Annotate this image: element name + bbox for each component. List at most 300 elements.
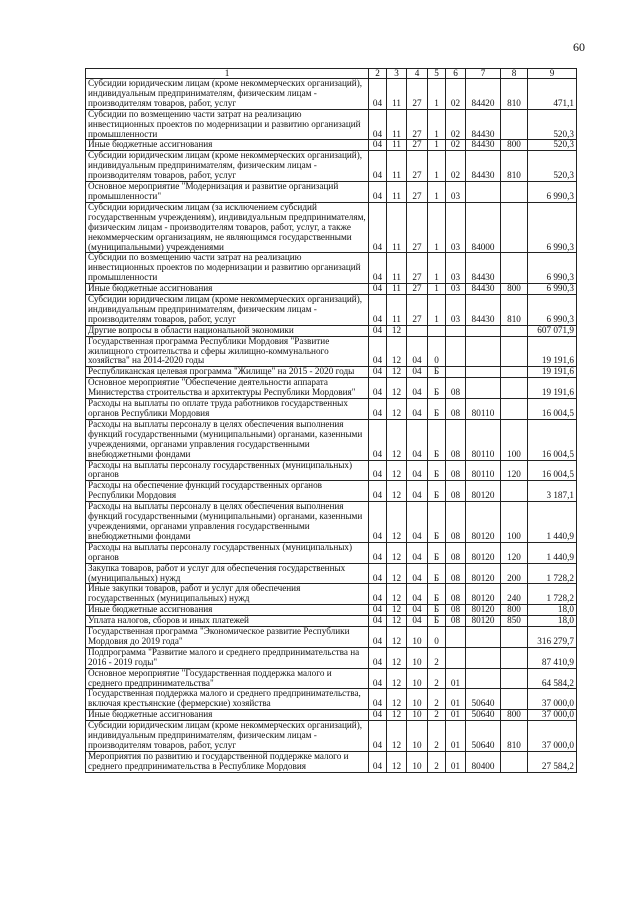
program-code-cell: 27 [407, 151, 428, 182]
program-code-cell: 04 [407, 542, 428, 563]
header-cell: 1 [86, 69, 369, 79]
subsection-code-cell: 12 [387, 563, 407, 584]
program-code-cell: 27 [407, 140, 428, 151]
subprogram-code-cell: Б [428, 460, 446, 481]
subprogram-code-cell: 1 [428, 284, 446, 295]
subsection-code-cell: 11 [387, 79, 407, 110]
direction-code-cell: 84430 [466, 151, 501, 182]
header-cell: 7 [466, 69, 501, 79]
table-row [86, 584, 577, 605]
section-code-cell: 04 [369, 616, 387, 627]
subprogram-code-cell: 1 [428, 79, 446, 110]
amount-cell: 19 191,6 [528, 378, 577, 399]
amount-cell: 1 728,2 [528, 563, 577, 584]
amount-cell: 19 191,6 [528, 367, 577, 378]
row-name-cell: Иные бюджетные ассигнования [86, 605, 369, 616]
section-code-cell: 04 [369, 563, 387, 584]
program-code-cell: 04 [407, 605, 428, 616]
expense-type-cell: 810 [501, 721, 528, 752]
amount-cell: 87 410,9 [528, 647, 577, 668]
expense-type-cell [501, 751, 528, 772]
section-code-cell: 04 [369, 399, 387, 420]
row-name-cell: Республиканская целевая программа "Жилище" на 2015 - 2020 годы [86, 367, 369, 378]
row-name-cell: Расходы на выплаты персоналу государственных (муниципальных) органов [86, 460, 369, 481]
section-code-cell: 04 [369, 668, 387, 689]
section-code-cell: 04 [369, 627, 387, 648]
direction-code-cell: 80110 [466, 399, 501, 420]
direction-code-cell: 80120 [466, 605, 501, 616]
row-name-cell: Иные бюджетные ассигнования [86, 140, 369, 151]
section-code-cell: 04 [369, 295, 387, 326]
activity-code-cell: 08 [446, 616, 466, 627]
amount-cell: 6 990,3 [528, 182, 577, 203]
expense-type-cell [501, 689, 528, 710]
activity-code-cell: 08 [446, 378, 466, 399]
subprogram-code-cell: 0 [428, 627, 446, 648]
expense-type-cell [501, 627, 528, 648]
direction-code-cell [466, 367, 501, 378]
row-name-cell: Субсидии по возмещению части затрат на реализацию инвестиционных проектов по модернизации и развитию организаций промышленности [86, 253, 369, 284]
table-row [86, 460, 577, 481]
header-cell: 4 [407, 69, 428, 79]
row-name-cell: Основное мероприятие "Модернизация и развитие организаций промышленности" [86, 182, 369, 203]
subprogram-code-cell: 1 [428, 202, 446, 253]
subprogram-code-cell: 2 [428, 721, 446, 752]
activity-code-cell: 02 [446, 109, 466, 140]
activity-code-cell: 02 [446, 151, 466, 182]
section-code-cell: 04 [369, 721, 387, 752]
expense-type-cell [501, 253, 528, 284]
subsection-code-cell: 12 [387, 460, 407, 481]
section-code-cell: 04 [369, 689, 387, 710]
table-row [86, 284, 577, 295]
subprogram-code-cell: Б [428, 616, 446, 627]
direction-code-cell: 80120 [466, 542, 501, 563]
direction-code-cell: 84430 [466, 109, 501, 140]
activity-code-cell: 08 [446, 605, 466, 616]
section-code-cell: 04 [369, 502, 387, 543]
activity-code-cell: 08 [446, 460, 466, 481]
table-row [86, 689, 577, 710]
row-name-cell: Закупка товаров, работ и услуг для обеспечения государственных (муниципальных) нужд [86, 563, 369, 584]
program-code-cell: 10 [407, 668, 428, 689]
table-row [86, 647, 577, 668]
program-code-cell: 10 [407, 751, 428, 772]
subsection-code-cell: 12 [387, 721, 407, 752]
activity-code-cell [446, 627, 466, 648]
section-code-cell: 04 [369, 481, 387, 502]
expense-type-cell [501, 182, 528, 203]
program-code-cell: 04 [407, 584, 428, 605]
direction-code-cell: 80120 [466, 584, 501, 605]
amount-cell: 6 990,3 [528, 253, 577, 284]
section-code-cell: 04 [369, 584, 387, 605]
activity-code-cell [446, 325, 466, 336]
activity-code-cell: 01 [446, 721, 466, 752]
table-body [86, 79, 577, 773]
table-row [86, 616, 577, 627]
subsection-code-cell: 12 [387, 627, 407, 648]
row-name-cell: Расходы на выплаты по оплате труда работников государственных органов Республики Мордовия [86, 399, 369, 420]
program-code-cell: 10 [407, 710, 428, 721]
program-code-cell: 10 [407, 647, 428, 668]
subsection-code-cell: 12 [387, 668, 407, 689]
expense-type-cell [501, 481, 528, 502]
table-row [86, 668, 577, 689]
amount-cell: 520,3 [528, 109, 577, 140]
program-code-cell: 04 [407, 399, 428, 420]
activity-code-cell: 08 [446, 542, 466, 563]
row-name-cell: Иные бюджетные ассигнования [86, 284, 369, 295]
subprogram-code-cell: 1 [428, 151, 446, 182]
program-code-cell [407, 325, 428, 336]
expense-type-cell: 810 [501, 295, 528, 326]
expense-type-cell: 100 [501, 502, 528, 543]
amount-cell: 37 000,0 [528, 710, 577, 721]
program-code-cell: 10 [407, 689, 428, 710]
table-row [86, 109, 577, 140]
program-code-cell: 04 [407, 563, 428, 584]
row-name-cell: Субсидии по возмещению части затрат на реализацию инвестиционных проектов по модернизации и развитию организаций промышленности [86, 109, 369, 140]
subsection-code-cell: 12 [387, 367, 407, 378]
expense-type-cell [501, 202, 528, 253]
direction-code-cell: 50640 [466, 721, 501, 752]
direction-code-cell: 80110 [466, 460, 501, 481]
row-name-cell: Государственная поддержка малого и среднего предпринимательства, включая крестьянские (фермерские) хозяйства [86, 689, 369, 710]
activity-code-cell: 02 [446, 79, 466, 110]
direction-code-cell: 80120 [466, 502, 501, 543]
subprogram-code-cell: Б [428, 481, 446, 502]
amount-cell: 471,1 [528, 79, 577, 110]
subprogram-code-cell: Б [428, 367, 446, 378]
section-code-cell: 04 [369, 109, 387, 140]
amount-cell: 16 004,5 [528, 460, 577, 481]
table-row [86, 253, 577, 284]
subsection-code-cell: 11 [387, 295, 407, 326]
direction-code-cell: 84430 [466, 253, 501, 284]
subprogram-code-cell: 2 [428, 710, 446, 721]
direction-code-cell: 84000 [466, 202, 501, 253]
program-code-cell: 27 [407, 182, 428, 203]
row-name-cell: Субсидии юридическим лицам (за исключением субсидий государственным учреждениям), индивидуальным предпринимателям, физическим лицам - производителям товаров, работ, услуг, а также некоммерческим организациям, не являющимся государственными (муниципальными) учреждениями [86, 202, 369, 253]
direction-code-cell [466, 325, 501, 336]
subsection-code-cell: 12 [387, 605, 407, 616]
section-code-cell: 04 [369, 419, 387, 460]
subprogram-code-cell [428, 325, 446, 336]
activity-code-cell: 08 [446, 399, 466, 420]
expense-type-cell: 120 [501, 542, 528, 563]
row-name-cell: Другие вопросы в области национальной экономики [86, 325, 369, 336]
subprogram-code-cell: Б [428, 542, 446, 563]
section-code-cell: 04 [369, 182, 387, 203]
table-row [86, 378, 577, 399]
amount-cell: 1 440,9 [528, 502, 577, 543]
activity-code-cell: 02 [446, 140, 466, 151]
table-row [86, 605, 577, 616]
program-code-cell: 27 [407, 284, 428, 295]
subsection-code-cell: 11 [387, 202, 407, 253]
row-name-cell: Расходы на выплаты персоналу в целях обеспечения выполнения функций государственными (муниципальными) органами, казенными учреждениями, органами управления государственными внебюджетными фондами [86, 419, 369, 460]
table-row [86, 325, 577, 336]
header-cell: 5 [428, 69, 446, 79]
subsection-code-cell: 12 [387, 584, 407, 605]
subprogram-code-cell: 2 [428, 647, 446, 668]
subsection-code-cell: 12 [387, 542, 407, 563]
subprogram-code-cell: 2 [428, 668, 446, 689]
program-code-cell: 04 [407, 481, 428, 502]
amount-cell: 3 187,1 [528, 481, 577, 502]
activity-code-cell: 01 [446, 668, 466, 689]
table-row [86, 419, 577, 460]
amount-cell: 520,3 [528, 140, 577, 151]
expense-type-cell [501, 647, 528, 668]
amount-cell: 18,0 [528, 605, 577, 616]
subsection-code-cell: 12 [387, 378, 407, 399]
activity-code-cell: 03 [446, 284, 466, 295]
program-code-cell: 10 [407, 627, 428, 648]
subprogram-code-cell: Б [428, 563, 446, 584]
direction-code-cell: 50640 [466, 710, 501, 721]
table-row [86, 202, 577, 253]
amount-cell: 19 191,6 [528, 336, 577, 367]
activity-code-cell [446, 367, 466, 378]
program-code-cell: 27 [407, 295, 428, 326]
section-code-cell: 04 [369, 140, 387, 151]
activity-code-cell: 08 [446, 502, 466, 543]
table-row [86, 140, 577, 151]
section-code-cell: 04 [369, 79, 387, 110]
section-code-cell: 04 [369, 542, 387, 563]
row-name-cell: Субсидии юридическим лицам (кроме некоммерческих организаций), индивидуальным предпринимателям, физическим лицам - производителям товаров, работ, услуг [86, 79, 369, 110]
activity-code-cell: 03 [446, 202, 466, 253]
subprogram-code-cell: Б [428, 419, 446, 460]
expense-type-cell: 240 [501, 584, 528, 605]
subsection-code-cell: 12 [387, 647, 407, 668]
expense-type-cell: 850 [501, 616, 528, 627]
subsection-code-cell: 12 [387, 710, 407, 721]
subsection-code-cell: 11 [387, 151, 407, 182]
expense-type-cell: 800 [501, 284, 528, 295]
expense-type-cell [501, 367, 528, 378]
activity-code-cell: 08 [446, 563, 466, 584]
table-row [86, 367, 577, 378]
subsection-code-cell: 12 [387, 325, 407, 336]
amount-cell: 607 071,9 [528, 325, 577, 336]
activity-code-cell: 08 [446, 481, 466, 502]
header-cell: 3 [387, 69, 407, 79]
amount-cell: 27 584,2 [528, 751, 577, 772]
subprogram-code-cell: Б [428, 605, 446, 616]
amount-cell: 1 728,2 [528, 584, 577, 605]
activity-code-cell: 01 [446, 710, 466, 721]
subprogram-code-cell: Б [428, 378, 446, 399]
subsection-code-cell: 11 [387, 182, 407, 203]
section-code-cell: 04 [369, 605, 387, 616]
table-row [86, 502, 577, 543]
activity-code-cell: 08 [446, 584, 466, 605]
subprogram-code-cell: Б [428, 584, 446, 605]
amount-cell: 1 440,9 [528, 542, 577, 563]
section-code-cell: 04 [369, 710, 387, 721]
section-code-cell: 04 [369, 460, 387, 481]
subsection-code-cell: 11 [387, 109, 407, 140]
table-row [86, 627, 577, 648]
subprogram-code-cell: 1 [428, 140, 446, 151]
direction-code-cell: 84420 [466, 79, 501, 110]
program-code-cell: 04 [407, 367, 428, 378]
header-cell: 8 [501, 69, 528, 79]
expense-type-cell [501, 109, 528, 140]
table-row [86, 751, 577, 772]
program-code-cell: 04 [407, 502, 428, 543]
program-code-cell: 27 [407, 202, 428, 253]
program-code-cell: 04 [407, 419, 428, 460]
subprogram-code-cell: 1 [428, 295, 446, 326]
activity-code-cell: 03 [446, 253, 466, 284]
subsection-code-cell: 12 [387, 689, 407, 710]
subsection-code-cell: 12 [387, 399, 407, 420]
section-code-cell: 04 [369, 367, 387, 378]
amount-cell: 37 000,0 [528, 689, 577, 710]
expense-type-cell: 810 [501, 151, 528, 182]
expense-type-cell: 800 [501, 605, 528, 616]
header-cell: 9 [528, 69, 577, 79]
section-code-cell: 04 [369, 325, 387, 336]
expense-type-cell [501, 668, 528, 689]
amount-cell: 37 000,0 [528, 721, 577, 752]
amount-cell: 16 004,5 [528, 399, 577, 420]
table-row [86, 542, 577, 563]
subsection-code-cell: 12 [387, 751, 407, 772]
direction-code-cell [466, 378, 501, 399]
section-code-cell: 04 [369, 378, 387, 399]
section-code-cell: 04 [369, 253, 387, 284]
activity-code-cell: 03 [446, 182, 466, 203]
budget-table [85, 68, 577, 773]
amount-cell: 520,3 [528, 151, 577, 182]
direction-code-cell: 80110 [466, 419, 501, 460]
page-number: 60 [573, 40, 585, 54]
row-name-cell: Иные закупки товаров, работ и услуг для обеспечения государственных (муниципальных) нужд [86, 584, 369, 605]
table-row [86, 399, 577, 420]
subsection-code-cell: 12 [387, 502, 407, 543]
subsection-code-cell: 11 [387, 284, 407, 295]
table-row [86, 79, 577, 110]
row-name-cell: Уплата налогов, сборов и иных платежей [86, 616, 369, 627]
expense-type-cell: 100 [501, 419, 528, 460]
subprogram-code-cell: 0 [428, 336, 446, 367]
program-code-cell: 10 [407, 721, 428, 752]
header-cell: 6 [446, 69, 466, 79]
subprogram-code-cell: 1 [428, 109, 446, 140]
row-name-cell: Расходы на выплаты персоналу государственных (муниципальных) органов [86, 542, 369, 563]
table-row [86, 295, 577, 326]
direction-code-cell: 84430 [466, 140, 501, 151]
expense-type-cell: 810 [501, 79, 528, 110]
section-code-cell: 04 [369, 647, 387, 668]
activity-code-cell: 08 [446, 419, 466, 460]
table-row [86, 563, 577, 584]
expense-type-cell [501, 399, 528, 420]
direction-code-cell: 80120 [466, 481, 501, 502]
program-code-cell: 04 [407, 336, 428, 367]
expense-type-cell: 120 [501, 460, 528, 481]
program-code-cell: 04 [407, 460, 428, 481]
subprogram-code-cell: Б [428, 399, 446, 420]
table-row [86, 710, 577, 721]
expense-type-cell: 800 [501, 140, 528, 151]
section-code-cell: 04 [369, 151, 387, 182]
program-code-cell: 27 [407, 109, 428, 140]
table-row [86, 336, 577, 367]
direction-code-cell [466, 647, 501, 668]
subsection-code-cell: 12 [387, 481, 407, 502]
subprogram-code-cell: Б [428, 502, 446, 543]
row-name-cell: Подпрограмма "Развитие малого и среднего предпринимательства на 2016 - 2019 годы" [86, 647, 369, 668]
subprogram-code-cell: 1 [428, 253, 446, 284]
amount-cell: 64 584,2 [528, 668, 577, 689]
subsection-code-cell: 12 [387, 419, 407, 460]
activity-code-cell [446, 647, 466, 668]
direction-code-cell: 84430 [466, 284, 501, 295]
amount-cell: 6 990,3 [528, 295, 577, 326]
expense-type-cell [501, 336, 528, 367]
row-name-cell: Расходы на обеспечение функций государственных органов Республики Мордовия [86, 481, 369, 502]
amount-cell: 6 990,3 [528, 202, 577, 253]
table-row [86, 151, 577, 182]
amount-cell: 316 279,7 [528, 627, 577, 648]
expense-type-cell: 800 [501, 710, 528, 721]
section-code-cell: 04 [369, 336, 387, 367]
row-name-cell: Основное мероприятие "Обеспечение деятельности аппарата Министерства строительства и архитектуры Республики Мордовия" [86, 378, 369, 399]
subprogram-code-cell: 2 [428, 689, 446, 710]
activity-code-cell: 01 [446, 689, 466, 710]
row-name-cell: Иные бюджетные ассигнования [86, 710, 369, 721]
activity-code-cell: 03 [446, 295, 466, 326]
subsection-code-cell: 11 [387, 140, 407, 151]
direction-code-cell [466, 627, 501, 648]
direction-code-cell: 50640 [466, 689, 501, 710]
program-code-cell: 27 [407, 253, 428, 284]
subsection-code-cell: 12 [387, 336, 407, 367]
row-name-cell: Субсидии юридическим лицам (кроме некоммерческих организаций), индивидуальным предпринимателям, физическим лицам - производителям товаров, работ, услуг [86, 151, 369, 182]
section-code-cell: 04 [369, 751, 387, 772]
header-cell: 2 [369, 69, 387, 79]
row-name-cell: Основное мероприятие "Государственная поддержка малого и среднего предпринимательства" [86, 668, 369, 689]
direction-code-cell: 80400 [466, 751, 501, 772]
direction-code-cell [466, 182, 501, 203]
program-code-cell: 27 [407, 79, 428, 110]
program-code-cell: 04 [407, 616, 428, 627]
table-row [86, 721, 577, 752]
expense-type-cell [501, 378, 528, 399]
subsection-code-cell: 11 [387, 253, 407, 284]
subprogram-code-cell: 2 [428, 751, 446, 772]
activity-code-cell: 01 [446, 751, 466, 772]
amount-cell: 6 990,3 [528, 284, 577, 295]
row-name-cell: Субсидии юридическим лицам (кроме некоммерческих организаций), индивидуальным предпринимателям, физическим лицам - производителям товаров, работ, услуг [86, 295, 369, 326]
row-name-cell: Субсидии юридическим лицам (кроме некоммерческих организаций), индивидуальным предпринимателям, физическим лицам - производителям товаров, работ, услуг [86, 721, 369, 752]
amount-cell: 18,0 [528, 616, 577, 627]
header-row [86, 69, 577, 79]
amount-cell: 16 004,5 [528, 419, 577, 460]
row-name-cell: Государственная программа Республики Мордовия "Развитие жилищного строительства и сферы жилищно-коммунального хозяйства" на 2014-2020 годы [86, 336, 369, 367]
subsection-code-cell: 12 [387, 616, 407, 627]
expense-type-cell [501, 325, 528, 336]
expense-type-cell: 200 [501, 563, 528, 584]
row-name-cell: Государственная программа "Экономическое развитие Республики Мордовия до 2019 года" [86, 627, 369, 648]
row-name-cell: Расходы на выплаты персоналу в целях обеспечения выполнения функций государственными (муниципальными) органами, казенными учреждениями, органами управления государственными внебюджетными фондами [86, 502, 369, 543]
